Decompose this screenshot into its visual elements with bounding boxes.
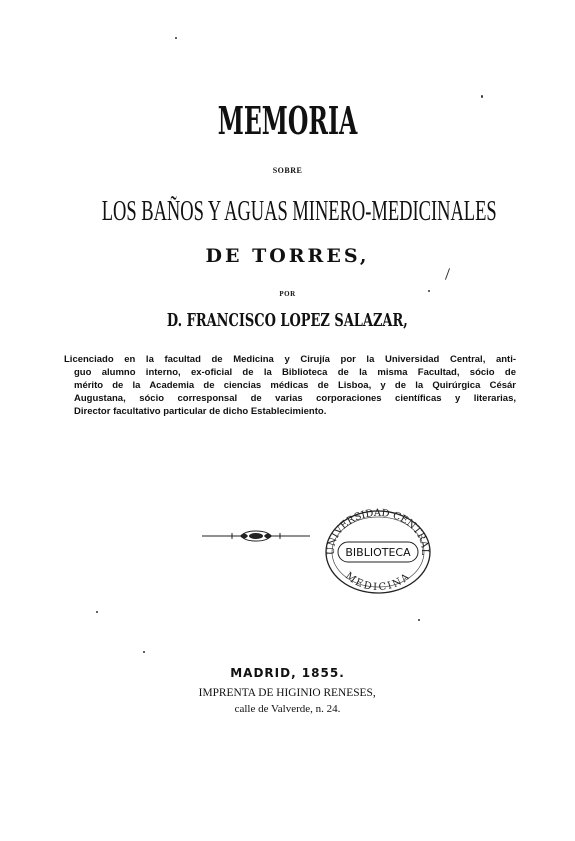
- author-name-text: D. FRANCISCO LOPEZ SALAZAR,: [167, 310, 408, 331]
- book-title: [0, 98, 575, 143]
- credentials-line: guo alumno interno, ex-oficial de la Biblioteca de la misma Facultad, sócio de: [74, 367, 516, 378]
- stamp-center-text: BIBLIOTECA: [345, 546, 411, 559]
- sobre-label: SOBRE: [272, 166, 303, 175]
- author-name: [0, 310, 575, 331]
- decorative-ornament: [202, 528, 310, 544]
- paper-speck: [143, 651, 145, 653]
- library-stamp: [322, 508, 434, 596]
- publication-address: calle de Valverde, n. 24.: [234, 703, 341, 715]
- subtitle: [0, 196, 575, 228]
- paper-speck: [445, 268, 450, 280]
- paper-speck: [175, 37, 177, 39]
- subtitle-text: LOS BAÑOS Y AGUAS MINERO-MEDICINALES: [101, 196, 497, 227]
- svg-text:MEDICINA: [343, 570, 413, 593]
- book-title-text: MEMORIA: [217, 98, 358, 143]
- por-label: POR: [279, 290, 296, 298]
- paper-speck: [96, 611, 98, 613]
- credentials-line: Augustana, sócio corresponsal de varias corporaciones científicas y literarias,: [74, 393, 516, 404]
- publication-printer: [0, 685, 575, 700]
- publication-printer-text: IMPRENTA DE HIGINIO RENESES,: [198, 685, 377, 699]
- paper-speck: [418, 619, 420, 621]
- author-credentials: [64, 353, 516, 418]
- place-name: DE TORRES,: [205, 245, 370, 267]
- paper-speck: [481, 95, 483, 98]
- stamp-top-text: UNIVERSIDAD CENTRAL: [325, 508, 431, 556]
- credentials-line: mérito de la Academia de ciencias médicas de Lisboa, y de la Quirúrgica Césár: [74, 380, 516, 391]
- publication-city-year: MADRID, 1855.: [230, 666, 345, 680]
- credentials-line: Director facultativo particular de dicho Establecimiento.: [74, 406, 327, 417]
- credentials-line: Licenciado en la facultad de Medicina y Cirujía por la Universidad Central, anti-: [64, 354, 516, 365]
- paper-speck: [428, 290, 430, 292]
- stamp-bottom-text: MEDICINA: [342, 570, 414, 594]
